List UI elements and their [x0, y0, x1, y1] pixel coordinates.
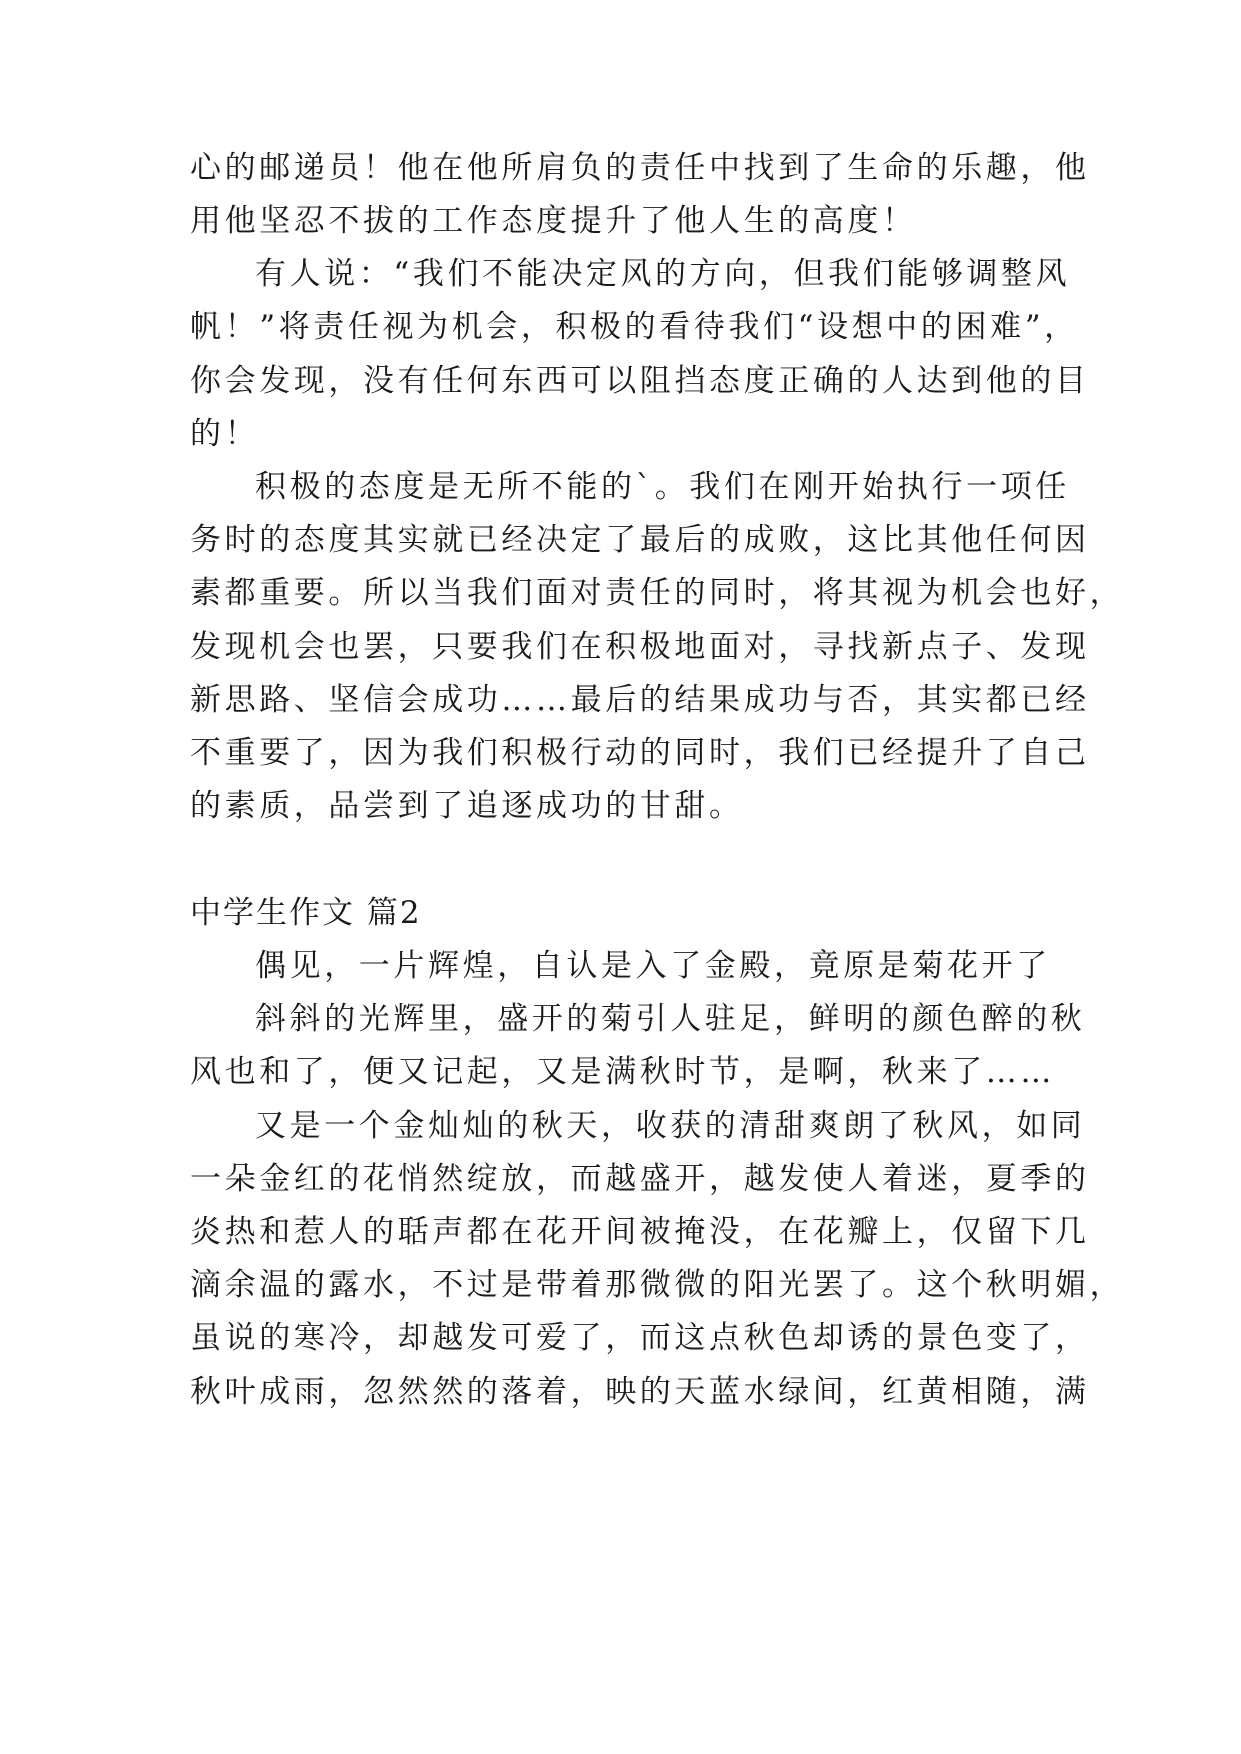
- paragraph-line: 用他坚忍不拔的工作态度提升了他人生的高度！: [190, 203, 917, 239]
- paragraph-line: 的素质，品尝到了追逐成功的甘甜。: [190, 788, 744, 824]
- paragraph-line: 一朵金红的花悄然绽放，而越盛开，越发使人着迷，夏季的: [190, 1161, 1090, 1197]
- paragraph-line: 发现机会也罢，只要我们在积极地面对，寻找新点子、发现: [190, 629, 1090, 665]
- section-heading: 中学生作文 篇2: [190, 895, 422, 931]
- paragraph-line: 新思路、坚信会成功……最后的结果成功与否，其实都已经: [190, 682, 1090, 718]
- paragraph-line: 帆！”将责任视为机会，积极的看待我们“设想中的困难”，: [190, 309, 1079, 345]
- paragraph-line: 务时的态度其实就已经决定了最后的成败，这比其他任何因: [190, 522, 1090, 558]
- paragraph-line: 你会发现，没有任何东西可以阻挡态度正确的人达到他的目: [190, 363, 1090, 399]
- paragraph-line: 风也和了，便又记起，又是满秋时节，是啊，秋来了……: [190, 1054, 1055, 1090]
- paragraph-line: 偶见，一片辉煌，自认是入了金殿，竟原是菊花开了: [255, 948, 1051, 984]
- paragraph-line: 炎热和惹人的聒声都在花开间被掩没，在花瓣上，仅留下几: [190, 1214, 1090, 1250]
- paragraph-line: 滴余温的露水，不过是带着那微微的阳光罢了。这个秋明媚，: [190, 1267, 1125, 1303]
- paragraph-line: 秋叶成雨，忽然然的落着，映的天蓝水绿间，红黄相随，满: [190, 1374, 1090, 1410]
- paragraph-line: 心的邮递员！他在他所肩负的责任中找到了生命的乐趣，他: [190, 150, 1090, 186]
- paragraph-line: 有人说：“我们不能决定风的方向，但我们能够调整风: [255, 256, 1071, 292]
- paragraph-line: 的！: [190, 416, 260, 452]
- paragraph-line: 又是一个金灿灿的秋天，收获的清甜爽朗了秋风，如同: [255, 1108, 1086, 1144]
- paragraph-line: 素都重要。所以当我们面对责任的同时，将其视为机会也好，: [190, 575, 1125, 611]
- paragraph-line: 虽说的寒冷，却越发可爱了，而这点秋色却诱的景色变了，: [190, 1320, 1090, 1356]
- paragraph-line: 不重要了，因为我们积极行动的同时，我们已经提升了自己: [190, 735, 1090, 771]
- paragraph-line: 斜斜的光辉里，盛开的菊引人驻足，鲜明的颜色醉的秋: [255, 1001, 1086, 1037]
- paragraph-line: 积极的态度是无所不能的`。我们在刚开始执行一项任: [255, 469, 1070, 505]
